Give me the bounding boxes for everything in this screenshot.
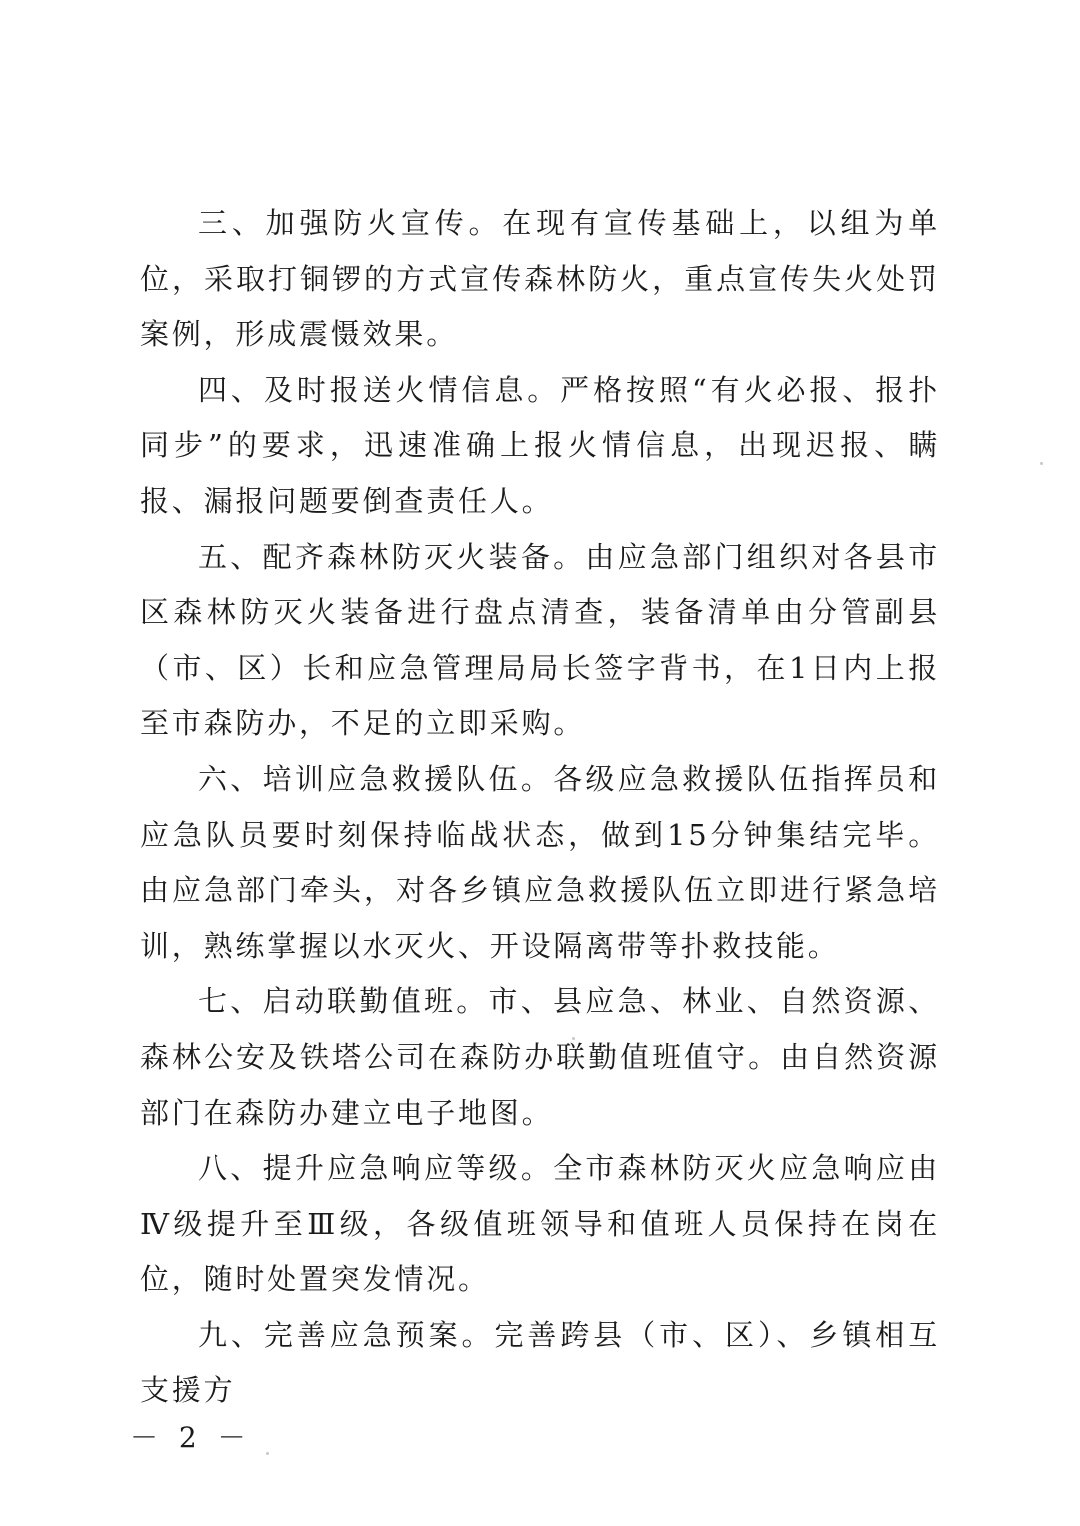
scan-speck <box>266 1452 269 1455</box>
paragraph-equipment: 五、配齐森林防灭火装备。由应急部门组织对各县市区森林防灭火装备进行盘点清查，装备清单由分管副县（市、区）长和应急管理局局长签字背书，在1日内上报至市森防办，不足的立即采购。 <box>140 539 940 741</box>
scan-speck <box>572 1037 575 1040</box>
scan-speck <box>1040 462 1043 465</box>
paragraph-joint-duty: 七、启动联勤值班。市、县应急、林业、自然资源、森林公安及铁塔公司在森防办联勤值班值守。由自然资源部门在森防办建立电子地图。 <box>140 984 940 1130</box>
paragraph-rescue-training: 六、培训应急救援队伍。各级应急救援队伍指挥员和应急队员要时刻保持临战状态，做到15分钟集结完毕。由应急部门牵头，对各乡镇应急救援队伍立即进行紧急培训，熟练掌握以水灭火、开设隔离带等扑救技能。 <box>140 761 940 963</box>
paragraph-fire-reporting: 四、及时报送火情信息。严格按照“有火必报、报扑同步”的要求，迅速准确上报火情信息，出现迟报、瞒报、漏报问题要倒查责任人。 <box>140 372 940 518</box>
paragraph-emergency-plan: 九、完善应急预案。完善跨县（市、区）、乡镇相互支援方 <box>140 1317 940 1408</box>
paragraph-publicity: 三、加强防火宣传。在现有宣传基础上，以组为单位，采取打铜锣的方式宣传森林防火，重点宣传失火处罚案例，形成震慑效果。 <box>140 206 940 352</box>
document-body <box>140 196 940 1419</box>
page-number: － 2 － <box>130 1421 252 1454</box>
paragraph-response-level: 八、提升应急响应等级。全市森林防灭火应急响应由Ⅳ级提升至Ⅲ级，各级值班领导和值班人员保持在岗在位，随时处置突发情况。 <box>140 1151 940 1297</box>
